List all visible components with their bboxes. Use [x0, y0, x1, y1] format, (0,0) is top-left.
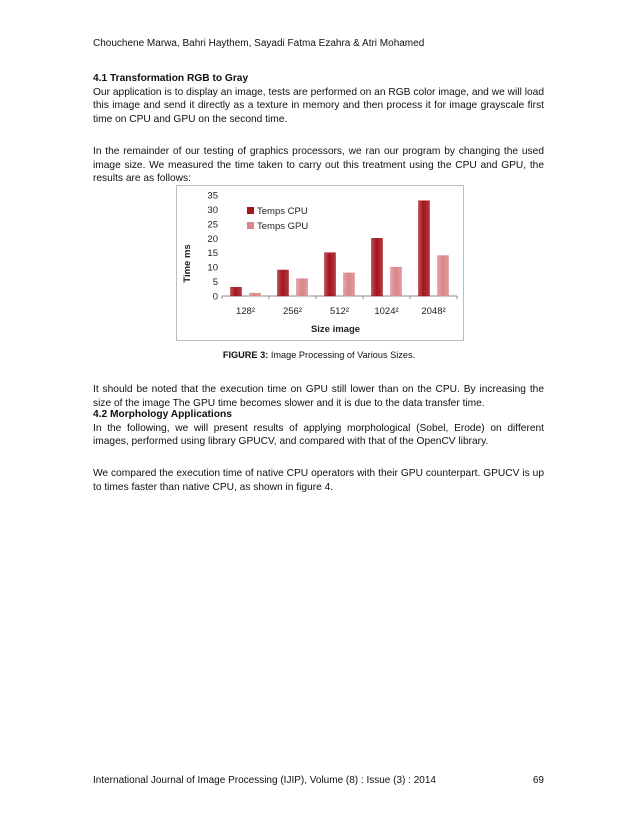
caption-text: Image Processing of Various Sizes. — [268, 350, 416, 360]
legend-label: Temps CPU — [257, 206, 308, 217]
y-tick-label: 0 — [212, 291, 218, 303]
y-axis-label: Time ms — [182, 244, 193, 283]
bar-temps-gpu — [344, 273, 355, 296]
paragraph: In the following, we will present results of applying morphological (Sobel, Erode) on different images, performed using library GPUCV, and compared with that of the OpenCV library. — [93, 422, 544, 448]
bar-temps-gpu — [250, 293, 261, 296]
section-4-2 — [93, 408, 544, 449]
y-tick-label: 35 — [207, 190, 218, 202]
y-tick-label: 5 — [212, 277, 218, 289]
y-tick-label: 25 — [207, 219, 218, 231]
y-tick-label: 20 — [207, 233, 218, 245]
bar-temps-gpu — [438, 256, 449, 296]
bar-temps-cpu — [372, 238, 383, 296]
x-axis-label: Size image — [310, 324, 361, 335]
figure-caption — [0, 350, 638, 360]
y-tick-label: 10 — [207, 262, 218, 274]
x-tick-label: 1024² — [374, 306, 399, 317]
page-number: 69 — [532, 775, 544, 786]
section-4-1 — [93, 72, 544, 126]
section-heading: 4.1 Transformation RGB to Gray — [93, 73, 249, 84]
bar-temps-cpu — [278, 270, 289, 296]
caption-label: FIGURE 3: — [222, 350, 269, 360]
paragraph: Our application is to display an image, tests are performed on an RGB color image, and we will load this image and send it directly as a texture in memory and then process it for image grayscale first time on CPU and GPU on the second time. — [93, 86, 544, 125]
paragraph: In the remainder of our testing of graphics processors, we ran our program by changing the used image size. We measured the time taken to carry out this treatment using the CPU and GPU, the results are as follows: — [93, 146, 544, 185]
journal-info: International Journal of Image Processing (IJIP), Volume (8) : Issue (3) : 2014 — [93, 775, 436, 786]
bar-chart — [176, 185, 464, 341]
bar-temps-cpu — [231, 287, 242, 296]
bar-temps-cpu — [419, 201, 430, 296]
paragraph: We compared the execution time of native CPU operators with their GPU counterpart. GPUCV is up to times faster than native CPU, as shown in figure 4. — [93, 468, 544, 493]
running-header: Chouchene Marwa, Bahri Haythem, Sayadi Fatma Ezahra & Atri Mohamed — [93, 38, 425, 49]
page-footer — [93, 775, 544, 786]
x-tick-label: 128² — [235, 306, 256, 317]
x-tick-label: 2048² — [421, 306, 446, 317]
bar-temps-cpu — [325, 253, 336, 296]
y-tick-label: 30 — [207, 204, 218, 216]
section-heading: 4.2 Morphology Applications — [93, 409, 232, 420]
x-tick-label: 512² — [329, 306, 350, 317]
bar-temps-gpu — [391, 267, 402, 296]
paragraph: It should be noted that the execution time on GPU still lower than on the CPU. By increasing the size of the image The GPU time becomes slower and it is due to the data transfer time. — [93, 384, 544, 409]
legend-swatch — [247, 222, 254, 229]
x-tick-label: 256² — [282, 306, 303, 317]
chart-svg — [177, 186, 463, 340]
y-tick-label: 15 — [207, 248, 218, 260]
bar-temps-gpu — [297, 279, 308, 296]
legend-swatch — [247, 207, 254, 214]
legend-label: Temps GPU — [257, 221, 309, 232]
